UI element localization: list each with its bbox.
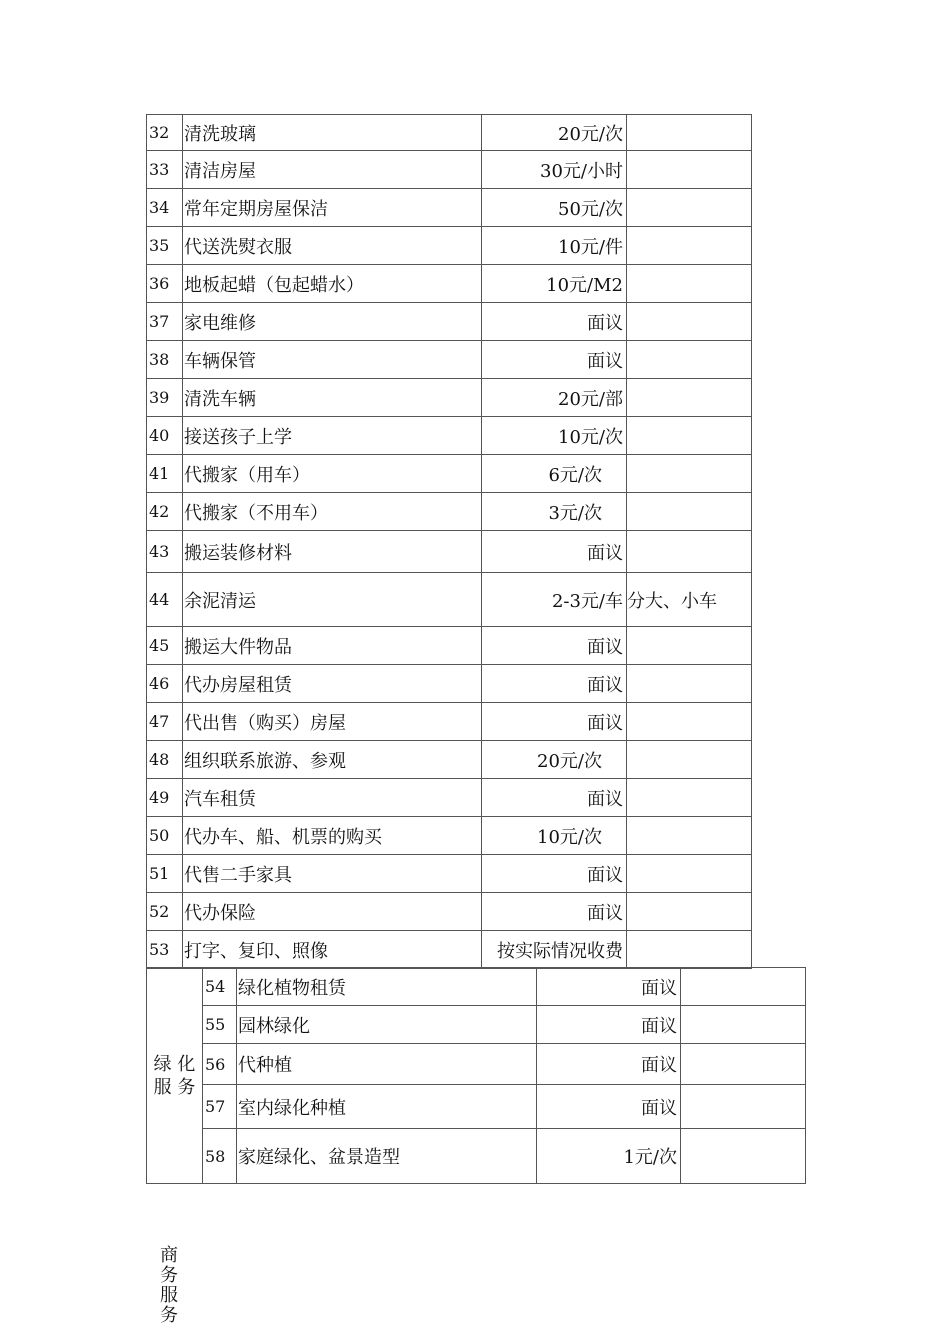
row-number: 48 (147, 741, 183, 779)
service-note (681, 1044, 806, 1085)
table-row (147, 703, 752, 741)
service-price: 面议 (482, 303, 627, 341)
service-note (627, 703, 752, 741)
table-row (147, 1129, 806, 1184)
service-price: 10元/件 (482, 227, 627, 265)
table-row (147, 189, 752, 227)
service-price: 按实际情况收费 (482, 931, 627, 969)
table-row (147, 893, 752, 931)
row-number: 55 (203, 1006, 237, 1044)
service-note (627, 151, 752, 189)
row-number: 50 (147, 817, 183, 855)
service-note (627, 417, 752, 455)
service-note (681, 1006, 806, 1044)
business-service-category-label: 商务服务 (157, 1245, 178, 1325)
service-note (627, 115, 752, 151)
service-note (681, 1129, 806, 1184)
row-number: 42 (147, 493, 183, 531)
service-note (627, 741, 752, 779)
service-price: 面议 (537, 968, 681, 1006)
service-note (627, 455, 752, 493)
service-note: 分大、小车 (627, 573, 752, 627)
table-row (147, 741, 752, 779)
service-price: 30元/小时 (482, 151, 627, 189)
row-number: 41 (147, 455, 183, 493)
table-row (147, 1085, 806, 1129)
service-note (627, 227, 752, 265)
row-number: 52 (147, 893, 183, 931)
table-row (147, 303, 752, 341)
service-note (627, 627, 752, 665)
row-number: 56 (203, 1044, 237, 1085)
service-note (681, 968, 806, 1006)
table-row (147, 455, 752, 493)
service-name: 汽车租赁 (183, 779, 482, 817)
service-name: 代送洗熨衣服 (183, 227, 482, 265)
service-note (627, 893, 752, 931)
row-number: 43 (147, 531, 183, 573)
row-number: 45 (147, 627, 183, 665)
table-row (147, 493, 752, 531)
row-number: 39 (147, 379, 183, 417)
service-name: 接送孩子上学 (183, 417, 482, 455)
table-row (147, 817, 752, 855)
service-note (627, 303, 752, 341)
service-name: 家电维修 (183, 303, 482, 341)
row-number: 57 (203, 1085, 237, 1129)
service-note (627, 265, 752, 303)
service-name: 地板起蜡（包起蜡水） (183, 265, 482, 303)
service-price: 10元/次 (482, 417, 627, 455)
table-row (147, 341, 752, 379)
category-line-2: 服 务 (153, 1076, 196, 1098)
row-number: 46 (147, 665, 183, 703)
service-price: 面议 (482, 855, 627, 893)
service-price: 10元/M2 (482, 265, 627, 303)
service-name: 搬运大件物品 (183, 627, 482, 665)
service-price: 20元/部 (482, 379, 627, 417)
service-price-table (146, 114, 752, 969)
row-number: 40 (147, 417, 183, 455)
service-note (681, 1085, 806, 1129)
service-name: 代售二手家具 (183, 855, 482, 893)
service-note (627, 531, 752, 573)
service-name: 园林绿化 (237, 1006, 537, 1044)
service-note (627, 779, 752, 817)
service-note (627, 379, 752, 417)
service-name: 清洁房屋 (183, 151, 482, 189)
row-number: 44 (147, 573, 183, 627)
service-note (627, 341, 752, 379)
service-name: 组织联系旅游、参观 (183, 741, 482, 779)
table-row (147, 627, 752, 665)
row-number: 37 (147, 303, 183, 341)
service-name: 绿化植物租赁 (237, 968, 537, 1006)
service-price: 面议 (482, 665, 627, 703)
service-name: 余泥清运 (183, 573, 482, 627)
service-note (627, 189, 752, 227)
table-row (147, 1044, 806, 1085)
green-service-category (147, 968, 203, 1184)
table-row (147, 855, 752, 893)
table-row (147, 931, 752, 969)
row-number: 38 (147, 341, 183, 379)
row-number: 35 (147, 227, 183, 265)
row-number: 34 (147, 189, 183, 227)
table-row (147, 379, 752, 417)
service-price: 2-3元/车 (482, 573, 627, 627)
row-number: 32 (147, 115, 183, 151)
table-row (147, 265, 752, 303)
table-row (147, 227, 752, 265)
row-number: 58 (203, 1129, 237, 1184)
service-price: 面议 (537, 1006, 681, 1044)
service-note (627, 855, 752, 893)
service-note (627, 931, 752, 969)
service-price: 20元/次 (482, 741, 627, 779)
table-row (147, 665, 752, 703)
service-note (627, 493, 752, 531)
table-row (147, 115, 752, 151)
service-price: 10元/次 (482, 817, 627, 855)
service-name: 代办房屋租赁 (183, 665, 482, 703)
service-name: 代办车、船、机票的购买 (183, 817, 482, 855)
table-row (147, 1006, 806, 1044)
row-number: 33 (147, 151, 183, 189)
row-number: 54 (203, 968, 237, 1006)
service-price: 面议 (482, 341, 627, 379)
service-price: 面议 (537, 1044, 681, 1085)
service-name: 清洗车辆 (183, 379, 482, 417)
table-row (147, 968, 806, 1006)
service-price: 3元/次 (482, 493, 627, 531)
service-price: 面议 (482, 779, 627, 817)
row-number: 36 (147, 265, 183, 303)
service-name: 常年定期房屋保洁 (183, 189, 482, 227)
category-line-1: 绿 化 (153, 1053, 196, 1075)
service-name: 代搬家（不用车） (183, 493, 482, 531)
service-name: 室内绿化种植 (237, 1085, 537, 1129)
table-row (147, 417, 752, 455)
service-price: 面议 (482, 703, 627, 741)
table-row (147, 779, 752, 817)
service-name: 代搬家（用车） (183, 455, 482, 493)
service-price: 面议 (482, 627, 627, 665)
service-price: 1元/次 (537, 1129, 681, 1184)
row-number: 47 (147, 703, 183, 741)
service-name: 车辆保管 (183, 341, 482, 379)
service-name: 代种植 (237, 1044, 537, 1085)
service-note (627, 665, 752, 703)
service-price: 6元/次 (482, 455, 627, 493)
table-row (147, 573, 752, 627)
service-name: 搬运装修材料 (183, 531, 482, 573)
table-row (147, 531, 752, 573)
service-name: 打字、复印、照像 (183, 931, 482, 969)
service-note (627, 817, 752, 855)
green-service-table (146, 967, 806, 1184)
row-number: 49 (147, 779, 183, 817)
service-price: 面议 (482, 893, 627, 931)
service-price: 面议 (482, 531, 627, 573)
service-name: 家庭绿化、盆景造型 (237, 1129, 537, 1184)
table-row (147, 151, 752, 189)
service-name: 代办保险 (183, 893, 482, 931)
service-name: 清洗玻璃 (183, 115, 482, 151)
service-name: 代出售（购买）房屋 (183, 703, 482, 741)
service-price: 50元/次 (482, 189, 627, 227)
service-price: 面议 (537, 1085, 681, 1129)
service-price: 20元/次 (482, 115, 627, 151)
row-number: 53 (147, 931, 183, 969)
row-number: 51 (147, 855, 183, 893)
